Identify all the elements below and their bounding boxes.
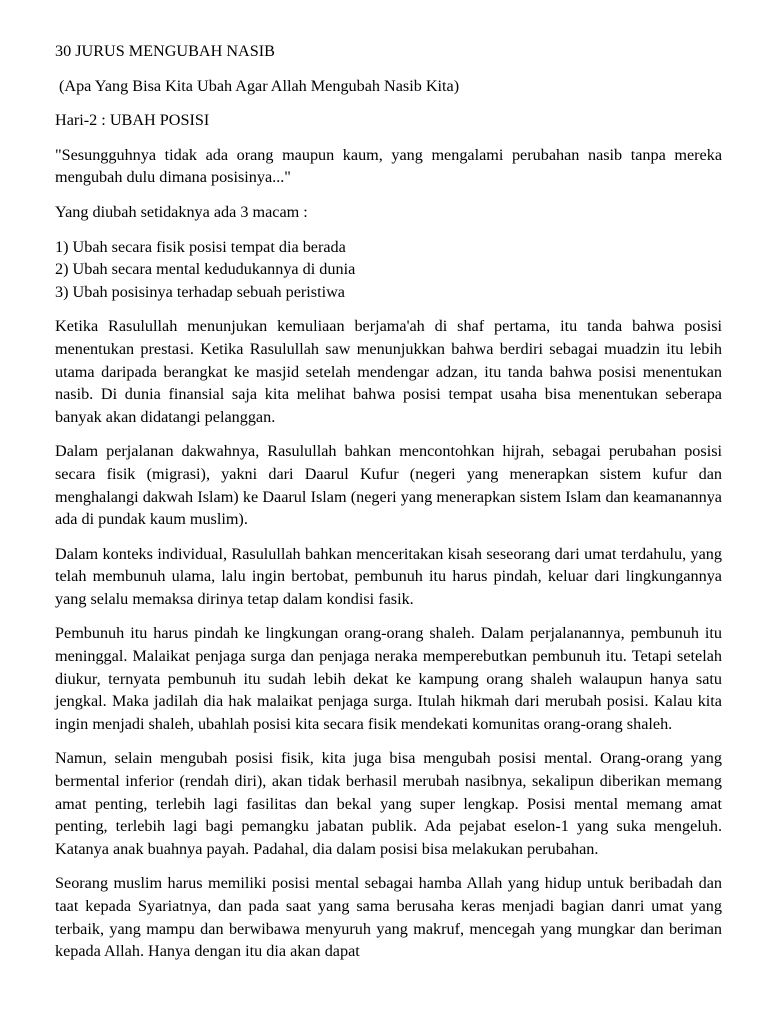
body-paragraph: Namun, selain mengubah posisi fisik, kita juga bisa mengubah posisi mental. Orang-orang yang bermental inferior (rendah diri), akan tidak berhasil merubah nasibnya, sekalipun diberikan memang amat penting, terlebih lagi fasilitas dan bekal yang super lengkap. Posisi mental memang amat penting, terlebih lagi bagi pemangku jabatan publik. Ada pejabat eselon-1 yang suka mengeluh. Katanya anak buahnya payah. Padahal, dia dalam posisi bisa melakukan perubahan.	[55, 749, 722, 858]
day-heading: Hari-2 : UBAH POSISI	[55, 111, 210, 130]
body-paragraph: Ketika Rasulullah menunjukan kemuliaan berjama'ah di shaf pertama, itu tanda bahwa posisi menentukan prestasi. Ketika Rasulullah saw menunjukkan bahwa berdiri sebagai muadzin itu lebih utama daripada berangkat ke masjid setelah mendengar adzan, itu tanda bahwa posisi menentukan nasib. Di dunia finansial saja kita melihat bahwa posisi tempat usaha bisa menentukan seberapa banyak akan didatangi pelanggan.	[55, 317, 722, 426]
list-intro: Yang diubah setidaknya ada 3 macam :	[55, 202, 308, 221]
document-page	[55, 40, 722, 975]
change-list	[55, 236, 722, 304]
body-paragraph: Pembunuh itu harus pindah ke lingkungan orang-orang shaleh. Dalam perjalanannya, pembunuh itu meninggal. Malaikat penjaga surga dan penjaga neraka memperebutkan pembunuh itu. Tetapi setelah diukur, ternyata pembunuh itu sudah lebih dekat ke kampung orang shaleh walaupun hanya satu jengkal. Maka jadilah dia hak malaikat penjaga surga. Itulah hikmah dari merubah posisi. Kalau kita ingin menjadi shaleh, ubahlah posisi kita secara fisik mendekati komunitas orang-orang shaleh.	[55, 624, 722, 733]
opening-quote: "Sesungguhnya tidak ada orang maupun kaum, yang mengalami perubahan nasib tanpa mereka mengubah dulu dimana posisinya..."	[55, 145, 722, 187]
body-paragraph: Dalam konteks individual, Rasulullah bahkan menceritakan kisah seseorang dari umat terdahulu, yang telah membunuh ulama, lalu ingin bertobat, pembunuh itu harus pindah, keluar dari lingkungannya yang selalu memaksa dirinya tetap dalam kondisi fasik.	[55, 544, 722, 608]
list-item: 1) Ubah secara fisik posisi tempat dia berada	[55, 237, 346, 256]
document-subtitle: (Apa Yang Bisa Kita Ubah Agar Allah Mengubah Nasib Kita)	[59, 76, 460, 95]
list-item: 3) Ubah posisinya terhadap sebuah peristiwa	[55, 282, 345, 301]
body-paragraph: Dalam perjalanan dakwahnya, Rasulullah bahkan mencontohkan hijrah, sebagai perubahan posisi secara fisik (migrasi), yakni dari Daarul Kufur (negeri yang menerapkan sistem kufur dan menghalangi dakwah Islam) ke Daarul Islam (negeri yang menerapkan sistem Islam dan keamanannya ada di pundak kaum muslim).	[55, 442, 722, 529]
body-paragraph: Seorang muslim harus memiliki posisi mental sebagai hamba Allah yang hidup untuk beribadah dan taat kepada Syariatnya, dan pada saat yang sama berusaha keras menjadi bagian danri umat yang terbaik, yang mampu dan berwibawa menyuruh yang makruf, mencegah yang mungkar dan beriman kepada Allah. Hanya dengan itu dia akan dapat	[55, 874, 722, 961]
list-item: 2) Ubah secara mental kedudukannya di dunia	[55, 260, 356, 279]
document-title: 30 JURUS MENGUBAH NASIB	[55, 42, 275, 60]
